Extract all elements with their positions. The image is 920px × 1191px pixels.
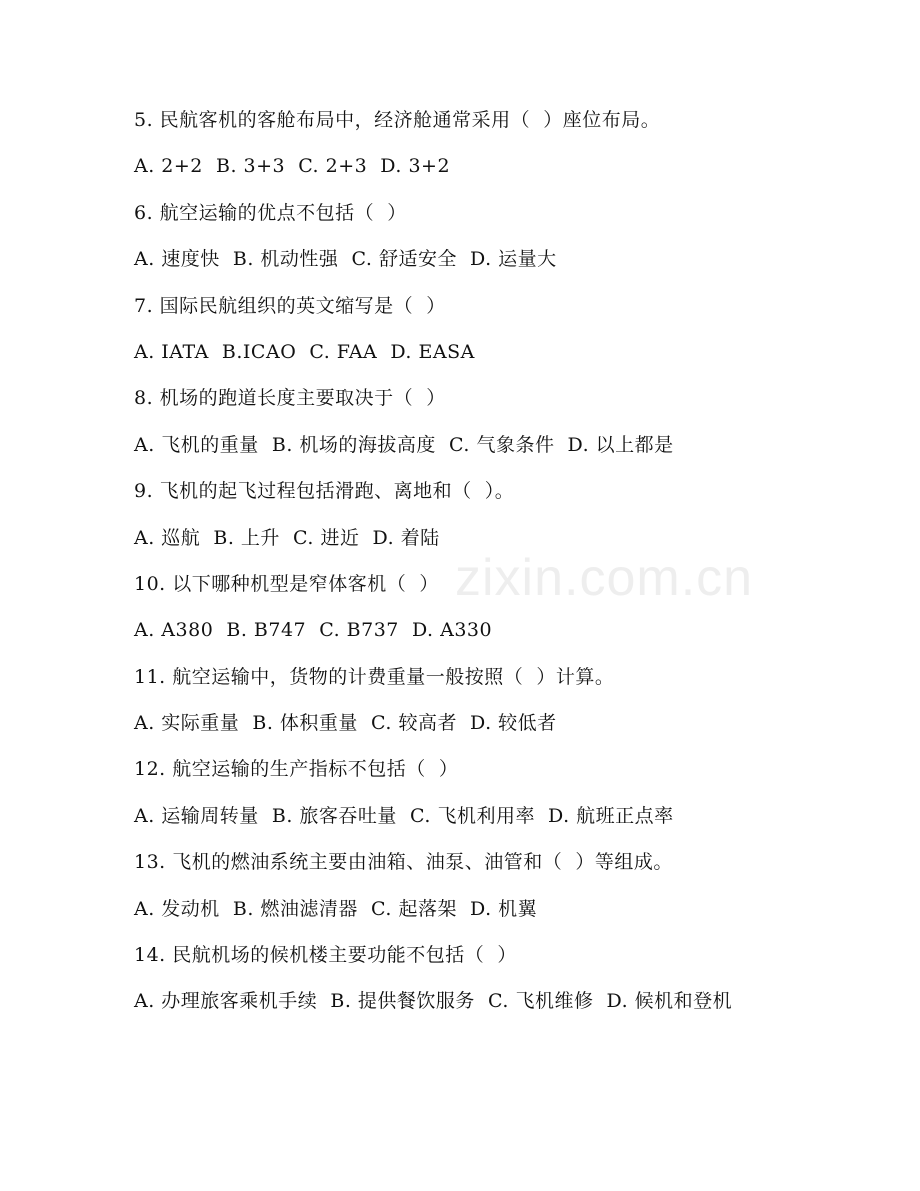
options-11: A. 实际重量 B. 体积重量 C. 较高者 D. 较低者 (134, 712, 557, 735)
question-8: 8. 机场的跑道长度主要取决于（ ） (134, 387, 446, 410)
question-11: 11. 航空运输中，货物的计费重量一般按照（ ）计算。 (134, 665, 615, 688)
question-12: 12. 航空运输的生产指标不包括（ ） (134, 758, 459, 781)
question-13: 13. 飞机的燃油系统主要由油箱、油泵、油管和（ ）等组成。 (134, 851, 673, 874)
watermark: zixin.com.cn (455, 549, 754, 607)
options-14: A. 办理旅客乘机手续 B. 提供餐饮服务 C. 飞机维修 D. 候机和登机 (134, 990, 733, 1013)
options-9: A. 巡航 B. 上升 C. 进近 D. 着陆 (134, 526, 440, 549)
options-13: A. 发动机 B. 燃油滤清器 C. 起落架 D. 机翼 (134, 897, 538, 920)
question-5: 5. 民航客机的客舱布局中，经济舱通常采用（ ）座位布局。 (134, 109, 661, 131)
question-6: 6. 航空运输的优点不包括（ ） (134, 201, 407, 224)
options-5: A. 2+2 B. 3+3 C. 2+3 D. 3+2 (134, 155, 451, 178)
question-9: 9. 飞机的起飞过程包括滑跑、离地和（ ）。 (134, 480, 515, 503)
options-10: A. A380 B. B747 C. B737 D. A330 (134, 619, 493, 642)
question-14: 14. 民航机场的候机楼主要功能不包括（ ） (134, 944, 517, 967)
options-6: A. 速度快 B. 机动性强 C. 舒适安全 D. 运量大 (134, 248, 557, 271)
options-7: A. IATA B.ICAO C. FAA D. EASA (134, 340, 475, 363)
question-7: 7. 国际民航组织的英文缩写是（ ） (134, 294, 446, 317)
question-10: 10. 以下哪种机型是窄体客机（ ） (134, 572, 439, 595)
options-12: A. 运输周转量 B. 旅客吞吐量 C. 飞机利用率 D. 航班正点率 (134, 804, 674, 827)
options-8: A. 飞机的重量 B. 机场的海拔高度 C. 气象条件 D. 以上都是 (134, 433, 674, 456)
question-list (134, 104, 784, 1033)
